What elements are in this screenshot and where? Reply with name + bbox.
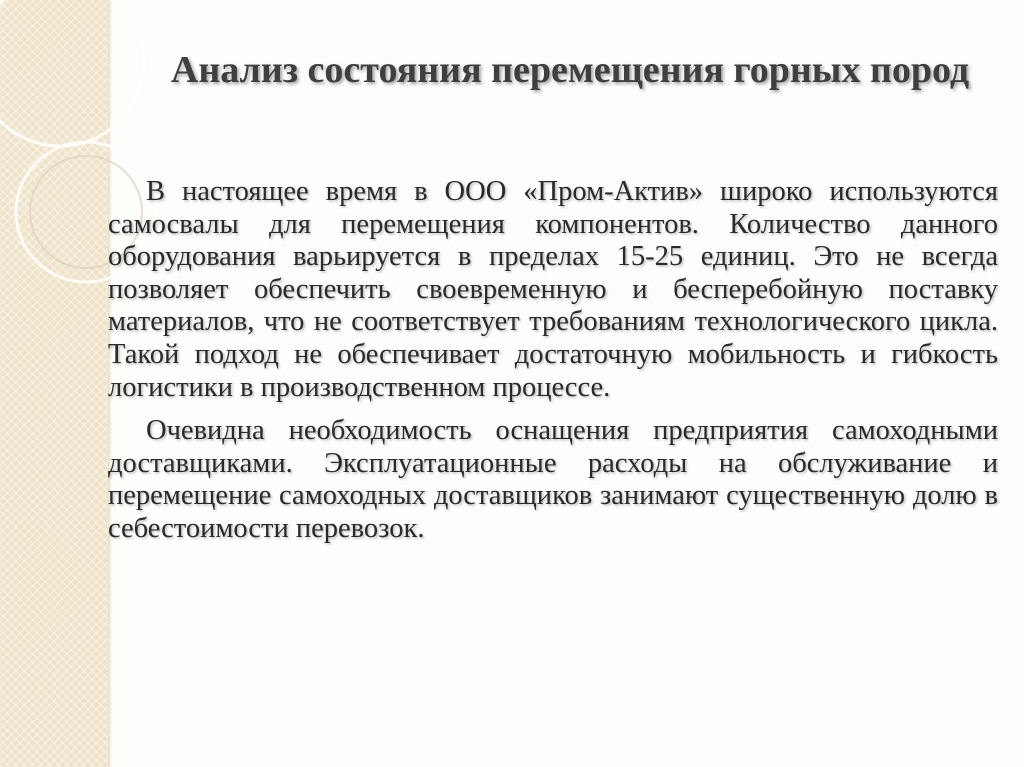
slide-title: Анализ состояния перемещения горных пород: [170, 49, 970, 91]
body-paragraph-2: Очевидна необходимость оснащения предприятия самоходными доставщиками. Эксплуатационные расходы на обслуживание и перемещение самоходных доставщиков занимают существенную долю в себестоимости перевозок.: [108, 415, 998, 544]
body-paragraph-1: В настоящее время в ООО «Пром-Актив» широко используются самосвалы для перемещения компонентов. Количество данного оборудования варьируется в пределах 15-25 единиц. Это не всегда позволяет обеспечить своевременную и бесперебойную поставку материалов, что не соответствует требованиям технологического цикла. Такой подход не обеспечивает достаточную мобильность и гибкость логистики в производственном процессе.: [108, 176, 998, 403]
slide-body: [108, 176, 998, 546]
arc-large: [0, 0, 144, 146]
